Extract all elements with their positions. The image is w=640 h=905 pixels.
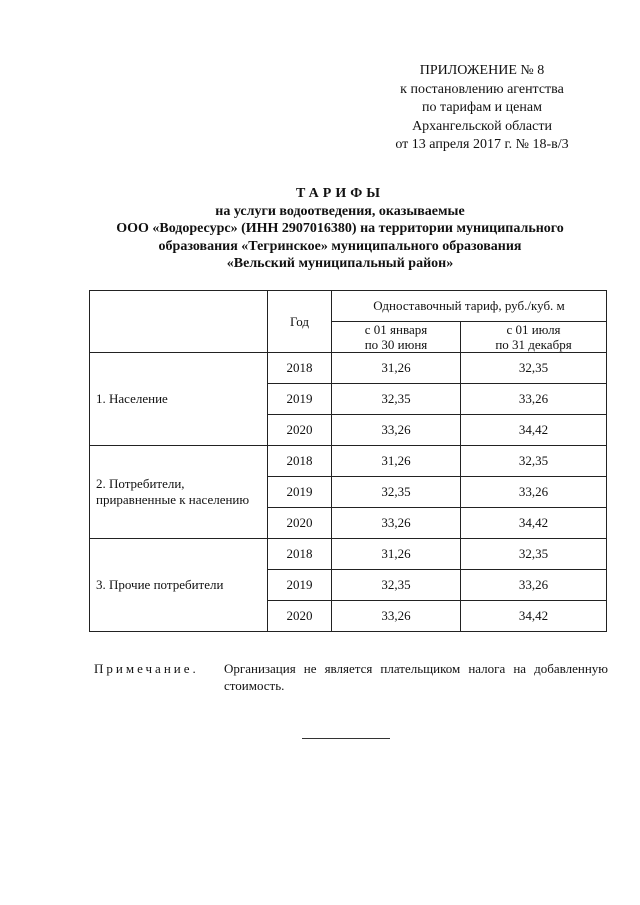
- header-tariff: Одноставочный тариф, руб./куб. м: [332, 291, 607, 322]
- year-cell: 2020: [268, 601, 332, 632]
- header-period-2: с 01 июля по 31 декабря: [461, 322, 607, 353]
- appendix-date: от 13 апреля 2017 г. № 18-в/3: [395, 137, 569, 152]
- appendix-line: к постановлению агентства: [400, 81, 564, 97]
- tariff-period-2-cell: 32,35: [461, 353, 607, 384]
- tariff-period-1-cell: 32,35: [332, 477, 461, 508]
- tariff-period-2-cell: 33,26: [461, 384, 607, 415]
- year-cell: 2020: [268, 508, 332, 539]
- category-cell: 2. Потребители, приравненные к населению: [90, 446, 268, 539]
- year-cell: 2020: [268, 415, 332, 446]
- table-row: [90, 446, 607, 477]
- year-cell: 2018: [268, 446, 332, 477]
- tariff-period-1-cell: 31,26: [332, 353, 461, 384]
- year-cell: 2019: [268, 384, 332, 415]
- appendix-block: [362, 62, 602, 155]
- note-block: [94, 660, 608, 694]
- tariff-period-2-cell: 33,26: [461, 477, 607, 508]
- note-text: Организация не является плательщиком налога на добавленную стоимость.: [224, 661, 608, 693]
- document-title: ТАРИФЫ: [296, 186, 384, 201]
- table-body: [90, 353, 607, 632]
- tariff-period-1-cell: 31,26: [332, 446, 461, 477]
- tariff-period-2-cell: 34,42: [461, 415, 607, 446]
- year-cell: 2019: [268, 477, 332, 508]
- appendix-number: ПРИЛОЖЕНИЕ № 8: [419, 63, 545, 78]
- category-cell: 3. Прочие потребители: [90, 539, 268, 632]
- closing-line: [302, 738, 390, 739]
- tariff-period-1-cell: 32,35: [332, 570, 461, 601]
- header-empty-cell: [90, 291, 268, 353]
- document-heading: [40, 185, 640, 273]
- tariff-period-2-cell: 34,42: [461, 601, 607, 632]
- tariff-period-1-cell: 32,35: [332, 384, 461, 415]
- table-row: [90, 539, 607, 570]
- table-row: [90, 353, 607, 384]
- year-cell: 2018: [268, 539, 332, 570]
- year-cell: 2019: [268, 570, 332, 601]
- header-year: Год: [268, 291, 332, 353]
- year-cell: 2018: [268, 353, 332, 384]
- tariff-period-1-cell: 31,26: [332, 539, 461, 570]
- tariff-period-2-cell: 32,35: [461, 539, 607, 570]
- note-label: Примечание.: [94, 661, 199, 676]
- tariff-period-1-cell: 33,26: [332, 508, 461, 539]
- tariff-table: [89, 290, 607, 632]
- heading-line: образования «Тегринское» муниципального образования: [158, 238, 522, 254]
- appendix-line: Архангельской области: [412, 118, 552, 134]
- heading-line: «Вельский муниципальный район»: [226, 256, 454, 271]
- tariff-period-2-cell: 33,26: [461, 570, 607, 601]
- tariff-period-1-cell: 33,26: [332, 601, 461, 632]
- heading-line: на услуги водоотведения, оказываемые: [215, 203, 465, 219]
- tariff-period-1-cell: 33,26: [332, 415, 461, 446]
- category-cell: 1. Население: [90, 353, 268, 446]
- appendix-line: по тарифам и ценам: [422, 100, 542, 115]
- tariff-period-2-cell: 34,42: [461, 508, 607, 539]
- tariff-period-2-cell: 32,35: [461, 446, 607, 477]
- heading-line: ООО «Водоресурс» (ИНН 2907016380) на территории муниципального: [116, 221, 564, 236]
- header-period-1: с 01 января по 30 июня: [332, 322, 461, 353]
